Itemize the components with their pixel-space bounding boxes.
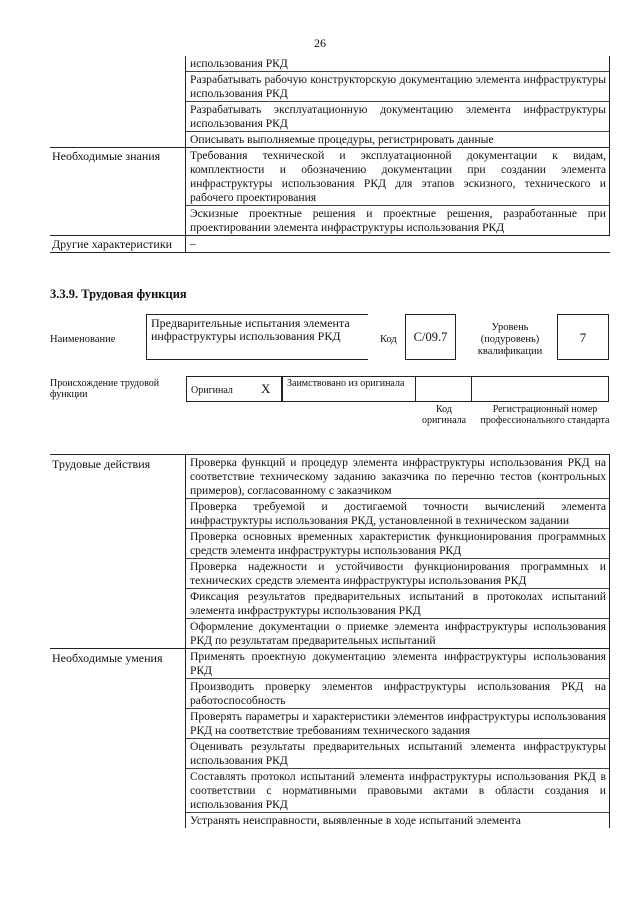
borrowed-label: Заимствовано из оригинала xyxy=(287,378,405,389)
top-table xyxy=(50,56,610,253)
name-value: Предварительные испытания элемента инфраструктуры использования РКД xyxy=(146,314,368,360)
table-cell: Разрабатывать эксплуатационную документацию элемента инфраструктуры использования РКД xyxy=(186,101,609,131)
table-cell: Фиксация результатов предварительных испытаний в протоколах испытаний элемента инфраструктуры использования РКД xyxy=(186,588,609,618)
name-label: Наименование xyxy=(50,334,116,345)
table-cell: Составлять протокол испытаний элемента инфраструктуры использования РКД в соответствии с нормативными правовыми актами в области создания и использования РКД xyxy=(186,768,609,812)
origin-original-box xyxy=(186,376,282,402)
section-title: 3.3.9. Трудовая функция xyxy=(50,287,187,301)
original-mark: X xyxy=(261,381,271,396)
page-number: 26 xyxy=(314,36,326,50)
table-row xyxy=(50,455,610,649)
table-cell: Проверка надежности и устойчивости функционирования программных и технических средств элемента инфраструктуры использования РКД xyxy=(186,558,609,588)
origin-borrowed-box xyxy=(282,376,416,402)
reg-number-caption: Регистрационный номер профессионального стандарта xyxy=(480,404,610,426)
table-cell: Производить проверку элементов инфраструктуры использования РКД на работоспособность xyxy=(186,678,609,708)
table-cell: использования РКД xyxy=(190,57,288,70)
table-cell: Оценивать результаты предварительных испытаний элемента инфраструктуры использования РКД xyxy=(186,738,609,768)
table-cell: Требования технической и эксплуатационной документации к видам, комплектности и обозначению документации при создании элемента инфраструктуры использования РКД для этапов эскизного, технического и рабочего проектирования xyxy=(190,149,606,204)
original-label: Оригинал xyxy=(191,385,233,396)
table-cell: Проверка функций и процедур элемента инфраструктуры использования РКД на соответствие техническому заданию заказчика по перечню тестов (контрольных примеров), согласованному с заказчиком xyxy=(190,456,606,497)
row-label xyxy=(50,56,185,147)
row-label: Трудовые действия xyxy=(52,457,151,471)
code-value: C/09.7 xyxy=(405,314,456,360)
table-cell: – xyxy=(190,237,196,250)
row-label: Необходимые умения xyxy=(52,651,163,665)
table-cell: Разрабатывать рабочую конструкторскую документацию элемента инфраструктуры использования РКД xyxy=(186,71,609,101)
table-cell: Применять проектную документацию элемента инфраструктуры использования РКД xyxy=(190,650,606,677)
table-row xyxy=(50,56,610,148)
table-cell: Устранять неисправности, выявленные в ходе испытаний элемента xyxy=(186,812,609,828)
qualification-level-value: 7 xyxy=(557,314,609,360)
table-cell: Оформление документации о приемке элемента инфраструктуры использования РКД по результатам предварительных испытаний xyxy=(186,618,609,648)
row-label: Необходимые знания xyxy=(52,149,161,163)
table-row xyxy=(50,236,610,252)
table-cell: Эскизные проектные решения и проектные решения, разработанные при проектировании элемента инфраструктуры использования РКД xyxy=(186,205,609,235)
code-original-caption: Код оригинала xyxy=(421,404,467,426)
code-label: Код xyxy=(380,334,397,345)
table-cell: Проверка основных временных характеристик функционирования программных средств элемента инфраструктуры использования РКД xyxy=(186,528,609,558)
table-cell: Проверять параметры и характеристики элементов инфраструктуры использования РКД на соответствие требованиям технического задания xyxy=(186,708,609,738)
table-row xyxy=(50,148,610,236)
table-cell: Описывать выполняемые процедуры, регистрировать данные xyxy=(186,131,609,147)
table-cell: Проверка требуемой и достигаемой точности вычислений элемента инфраструктуры использования РКД, установленной в техническом задании xyxy=(186,498,609,528)
origin-label: Происхождение трудовой функции xyxy=(50,378,160,400)
table-row xyxy=(50,649,610,828)
row-label: Другие характеристики xyxy=(52,237,173,251)
qualification-level-label: Уровень (подуровень) квалификации xyxy=(477,322,543,357)
main-table xyxy=(50,454,610,828)
